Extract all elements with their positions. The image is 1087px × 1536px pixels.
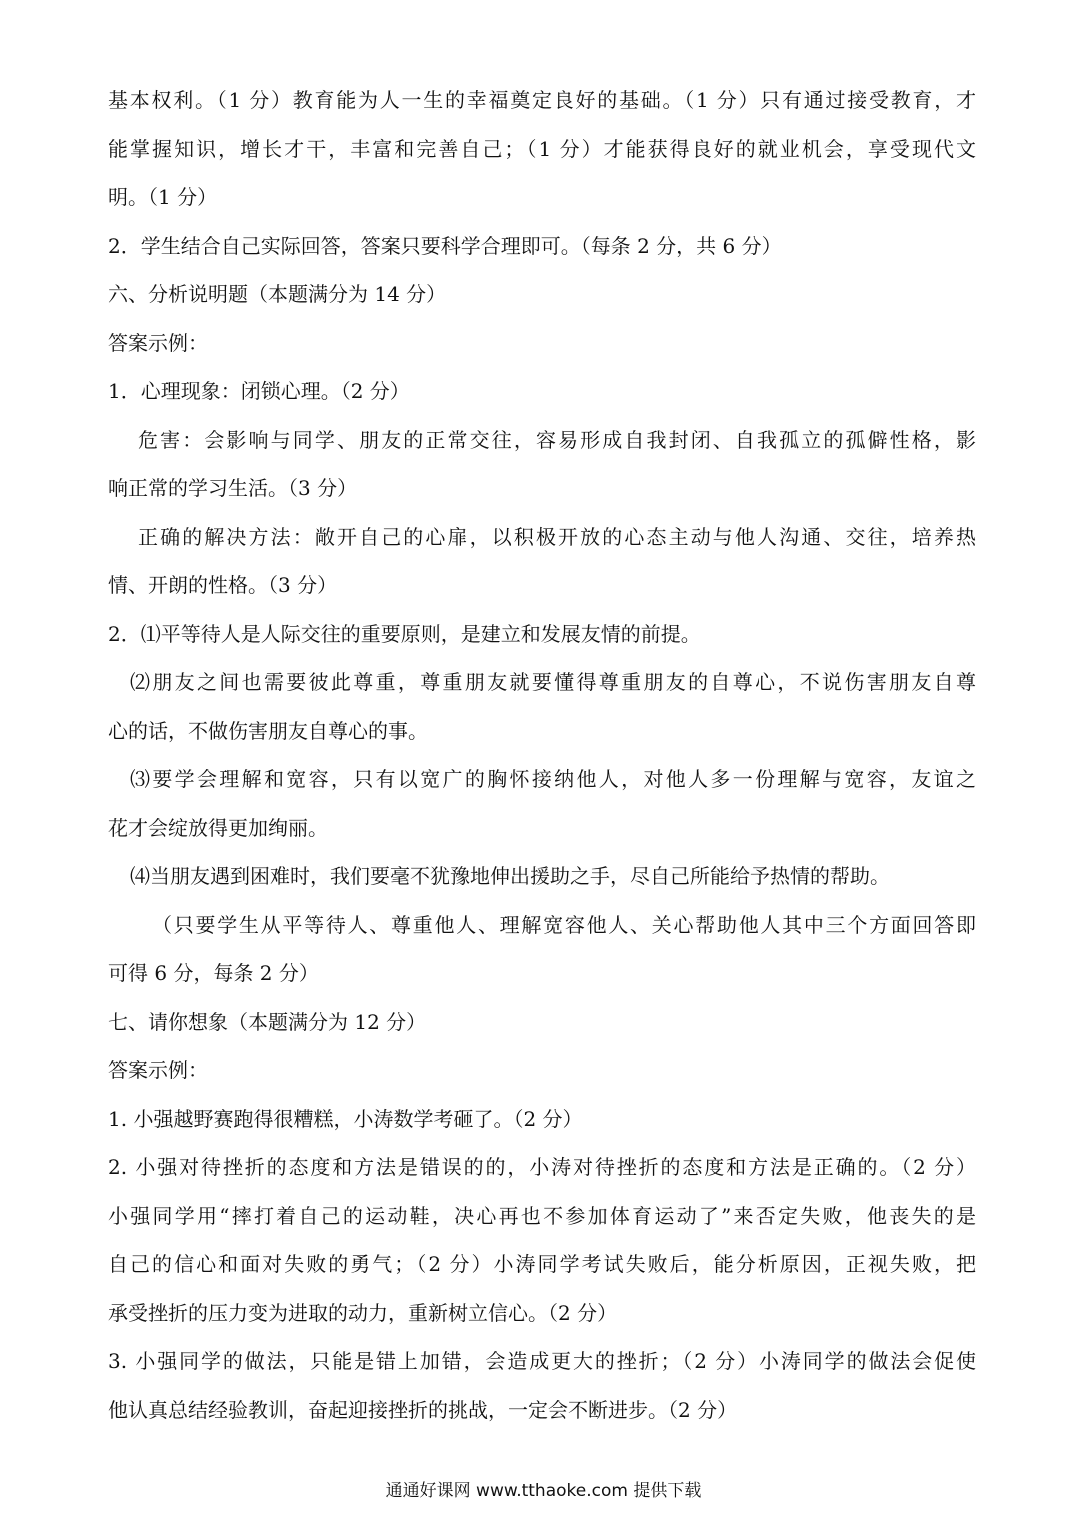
text-line: 正确的解决方法：敞开自己的心扉，以积极开放的心态主动与他人沟通、交往，培养热 (138, 524, 976, 549)
text-line: 2．⑴平等待人是人际交往的重要原则，是建立和发展友情的前提。 (108, 621, 701, 646)
answer-key-body (108, 76, 976, 1434)
text-line: 1．心理现象：闭锁心理。（2 分） (108, 379, 410, 403)
text-line: ⑷当朋友遇到困难时，我们要毫不犹豫地伸出援助之手，尽自己所能给予热情的帮助。 (130, 864, 890, 888)
text-line: （只要学生从平等待人、尊重他人、理解宽容他人、关心帮助他人其中三个方面回答即 (152, 912, 976, 937)
text-line: 心的话，不做伤害朋友自尊心的事。 (108, 718, 428, 743)
text-line: 答案示例： (108, 330, 208, 355)
text-line: 明。（1 分） (108, 185, 218, 209)
text-line: 答案示例： (108, 1058, 208, 1082)
text-line: 危害：会影响与同学、朋友的正常交往，容易形成自我封闭、自我孤立的孤僻性格，影 (138, 427, 976, 452)
text-line: 响正常的学习生活。（3 分） (108, 476, 358, 500)
text-line: 1. 小强越野赛跑得很糟糕，小涛数学考砸了。（2 分） (108, 1106, 583, 1131)
text-line: ⑶要学会理解和宽容，只有以宽广的胸怀接纳他人，对他人多一份理解与宽容，友谊之 (130, 767, 976, 791)
text-line: 情、开朗的性格。（3 分） (108, 573, 338, 597)
text-line: 自己的信心和面对失败的勇气；（2 分）小涛同学考试失败后，能分析原因，正视失败，把 (108, 1252, 976, 1276)
text-line: 七、请你想象（本题满分为 12 分） (108, 1009, 427, 1034)
text-line: ⑵朋友之间也需要彼此尊重，尊重朋友就要懂得尊重朋友的自尊心，不说伤害朋友自尊 (130, 670, 976, 694)
text-line: 承受挫折的压力变为进取的动力，重新树立信心。（2 分） (108, 1300, 618, 1325)
text-line: 小强同学用“摔打着自己的运动鞋，决心再也不参加体育运动了”来否定失败，他丧失的是 (108, 1203, 976, 1228)
text-line: 3. 小强同学的做法，只能是错上加错，会造成更大的挫折；（2 分）小涛同学的做法会促使 (108, 1349, 976, 1373)
text-line: 他认真总结经验教训，奋起迎接挫折的挑战，一定会不断进步。（2 分） (108, 1397, 738, 1422)
text-line: 花才会绽放得更加绚丽。 (108, 815, 328, 840)
text-line: 能掌握知识，增长才干，丰富和完善自己；（1 分）才能获得良好的就业机会，享受现代文 (108, 136, 976, 161)
text-line: 可得 6 分，每条 2 分） (108, 961, 319, 985)
text-line: 2. 小强对待挫折的态度和方法是错误的的，小涛对待挫折的态度和方法是正确的。（2 分） (108, 1155, 976, 1179)
text-line: 六、分析说明题（本题满分为 14 分） (108, 282, 447, 306)
text-line: 2．学生结合自己实际回答，答案只要科学合理即可。（每条 2 分，共 6 分） (108, 233, 782, 258)
text-line: 基本权利。（1 分）教育能为人一生的幸福奠定良好的基础。（1 分）只有通过接受教育，才 (108, 88, 976, 112)
page-footer: 通通好课网 www.tthaoke.com 提供下载 (385, 1481, 702, 1501)
